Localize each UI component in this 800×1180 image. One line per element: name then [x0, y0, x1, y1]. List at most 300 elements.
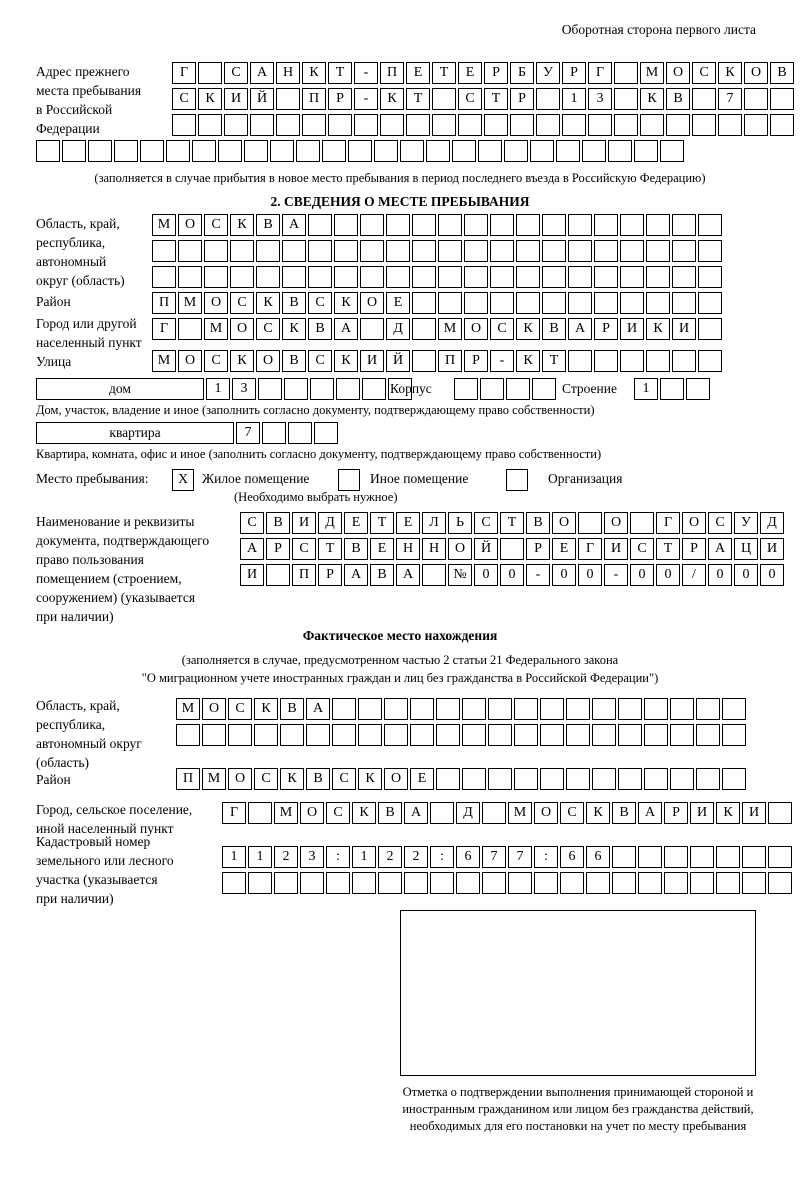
district-cell[interactable] [490, 292, 514, 314]
document-cell[interactable]: 0 [630, 564, 654, 586]
prev-address-cell[interactable]: Р [328, 88, 352, 110]
prev-address-cell[interactable] [36, 140, 60, 162]
stamp-box[interactable] [400, 910, 756, 1076]
district-cell[interactable] [542, 292, 566, 314]
city-cell[interactable]: О [464, 318, 488, 340]
prev-address-cell[interactable] [328, 114, 352, 136]
city-cell[interactable] [412, 318, 436, 340]
city-cell[interactable]: С [490, 318, 514, 340]
actual-city-cell[interactable]: М [508, 802, 532, 824]
stay-type-checkbox-organization[interactable] [506, 469, 528, 491]
street-cell[interactable]: О [178, 350, 202, 372]
cadastral-cell[interactable] [742, 846, 766, 868]
actual-region-cell[interactable] [644, 698, 668, 720]
prev-address-cell[interactable]: Е [458, 62, 482, 84]
district-cell[interactable] [568, 292, 592, 314]
region-cell[interactable] [646, 214, 670, 236]
cadastral-cell[interactable] [482, 872, 506, 894]
region-cell[interactable] [412, 214, 436, 236]
cadastral-cell[interactable]: : [430, 846, 454, 868]
region-cell[interactable] [152, 240, 176, 262]
region-cell[interactable] [308, 266, 332, 288]
document-cell[interactable]: У [734, 512, 758, 534]
cadastral-cell[interactable] [248, 872, 272, 894]
region-cell[interactable] [282, 266, 306, 288]
document-cell[interactable]: 0 [578, 564, 602, 586]
prev-address-cell[interactable] [302, 114, 326, 136]
flat-cell[interactable] [288, 422, 312, 444]
actual-region-row-2[interactable] [176, 724, 748, 746]
document-cell[interactable] [578, 512, 602, 534]
region-cell[interactable] [412, 266, 436, 288]
actual-region-cell[interactable] [176, 724, 200, 746]
house-cell[interactable] [284, 378, 308, 400]
actual-city-cell[interactable]: С [560, 802, 584, 824]
street-cell[interactable] [594, 350, 618, 372]
actual-district-cell[interactable] [566, 768, 590, 790]
region-cell[interactable] [178, 266, 202, 288]
street-cell[interactable]: С [308, 350, 332, 372]
city-cell[interactable] [178, 318, 202, 340]
cadastral-cell[interactable] [716, 846, 740, 868]
prev-address-cell[interactable] [452, 140, 476, 162]
prev-address-cell[interactable] [478, 140, 502, 162]
prev-address-cell[interactable]: У [536, 62, 560, 84]
prev-address-cell[interactable]: К [198, 88, 222, 110]
stroenie-cell[interactable] [686, 378, 710, 400]
actual-district-cell[interactable]: О [384, 768, 408, 790]
document-cell[interactable]: / [682, 564, 706, 586]
actual-city-cell[interactable]: А [638, 802, 662, 824]
actual-district-cell[interactable]: О [228, 768, 252, 790]
district-cell[interactable] [698, 292, 722, 314]
region-cell[interactable] [204, 240, 228, 262]
document-cell[interactable]: Т [370, 512, 394, 534]
prev-address-cell[interactable] [744, 88, 768, 110]
district-cell[interactable]: П [152, 292, 176, 314]
actual-region-cell[interactable]: С [228, 698, 252, 720]
region-cell[interactable] [230, 240, 254, 262]
region-cell[interactable] [152, 266, 176, 288]
prev-address-cell[interactable] [770, 88, 794, 110]
document-cell[interactable]: Д [760, 512, 784, 534]
actual-region-cell[interactable] [384, 698, 408, 720]
prev-address-cell[interactable] [692, 88, 716, 110]
street-cell[interactable]: К [516, 350, 540, 372]
region-cell[interactable] [646, 240, 670, 262]
district-cell[interactable]: К [334, 292, 358, 314]
actual-region-cell[interactable] [462, 698, 486, 720]
region-cell[interactable] [594, 266, 618, 288]
actual-city-cell[interactable]: В [378, 802, 402, 824]
actual-district-cell[interactable]: К [358, 768, 382, 790]
document-cell[interactable]: Н [396, 538, 420, 560]
street-cell[interactable]: П [438, 350, 462, 372]
cadastral-cell[interactable] [534, 872, 558, 894]
cadastral-cell[interactable] [664, 872, 688, 894]
region-cell[interactable] [256, 266, 280, 288]
document-cell[interactable]: О [682, 512, 706, 534]
prev-address-cell[interactable] [692, 114, 716, 136]
region-cell[interactable] [594, 240, 618, 262]
city-cell[interactable]: Р [594, 318, 618, 340]
stroenie-cell[interactable] [660, 378, 684, 400]
cadastral-cell[interactable] [638, 872, 662, 894]
cadastral-row-1[interactable] [222, 846, 794, 868]
actual-region-row-1[interactable] [176, 698, 748, 720]
actual-district-cell[interactable] [514, 768, 538, 790]
cadastral-cell[interactable]: 2 [274, 846, 298, 868]
prev-address-cell[interactable]: С [172, 88, 196, 110]
prev-address-cell[interactable] [426, 140, 450, 162]
actual-region-cell[interactable] [306, 724, 330, 746]
street-cell[interactable]: Т [542, 350, 566, 372]
document-cell[interactable]: Д [318, 512, 342, 534]
document-cell[interactable]: А [708, 538, 732, 560]
prev-address-cell[interactable]: К [640, 88, 664, 110]
actual-city-cell[interactable]: И [690, 802, 714, 824]
actual-region-cell[interactable] [592, 698, 616, 720]
street-cell[interactable]: Й [386, 350, 410, 372]
district-cell[interactable]: М [178, 292, 202, 314]
prev-address-cell[interactable]: П [380, 62, 404, 84]
region-cell[interactable] [698, 214, 722, 236]
document-cell[interactable]: С [240, 512, 264, 534]
document-cell[interactable] [500, 538, 524, 560]
region-cell[interactable] [334, 214, 358, 236]
actual-district-cell[interactable]: К [280, 768, 304, 790]
actual-district-cell[interactable]: С [332, 768, 356, 790]
city-row[interactable] [152, 318, 724, 340]
actual-region-cell[interactable]: А [306, 698, 330, 720]
document-cell[interactable]: П [292, 564, 316, 586]
cadastral-cell[interactable] [404, 872, 428, 894]
prev-address-cell[interactable] [510, 114, 534, 136]
region-cell[interactable] [256, 240, 280, 262]
actual-region-cell[interactable] [592, 724, 616, 746]
prev-address-cell[interactable] [270, 140, 294, 162]
actual-region-cell[interactable] [254, 724, 278, 746]
actual-region-cell[interactable] [618, 724, 642, 746]
region-cell[interactable] [542, 266, 566, 288]
cadastral-cell[interactable] [690, 846, 714, 868]
region-cell[interactable] [334, 266, 358, 288]
prev-address-cell[interactable] [458, 114, 482, 136]
document-cell[interactable]: А [240, 538, 264, 560]
prev-address-cell[interactable] [172, 114, 196, 136]
document-cell[interactable] [422, 564, 446, 586]
prev-address-cell[interactable] [192, 140, 216, 162]
city-cell[interactable]: К [516, 318, 540, 340]
cadastral-cell[interactable] [378, 872, 402, 894]
prev-address-cell[interactable] [244, 140, 268, 162]
prev-address-cell[interactable]: Й [250, 88, 274, 110]
prev-address-cell[interactable] [634, 140, 658, 162]
prev-address-cell[interactable] [744, 114, 768, 136]
prev-address-cell[interactable] [504, 140, 528, 162]
actual-region-cell[interactable]: В [280, 698, 304, 720]
flat-cell[interactable] [262, 422, 286, 444]
prev-address-row-3[interactable] [172, 114, 796, 136]
district-cell[interactable] [412, 292, 436, 314]
document-cell[interactable]: - [526, 564, 550, 586]
cadastral-cell[interactable] [742, 872, 766, 894]
actual-district-cell[interactable]: В [306, 768, 330, 790]
prev-address-cell[interactable]: 1 [562, 88, 586, 110]
region-cell[interactable] [360, 240, 384, 262]
prev-address-cell[interactable] [114, 140, 138, 162]
actual-region-cell[interactable] [488, 724, 512, 746]
prev-address-cell[interactable]: М [640, 62, 664, 84]
document-cell[interactable]: № [448, 564, 472, 586]
prev-address-cell[interactable] [400, 140, 424, 162]
city-cell[interactable]: В [308, 318, 332, 340]
korpus-value[interactable] [454, 378, 558, 400]
prev-address-cell[interactable]: К [380, 88, 404, 110]
cadastral-cell[interactable] [664, 846, 688, 868]
prev-address-cell[interactable]: Г [172, 62, 196, 84]
cadastral-cell[interactable] [352, 872, 376, 894]
prev-address-cell[interactable]: Г [588, 62, 612, 84]
prev-address-cell[interactable] [484, 114, 508, 136]
cadastral-cell[interactable] [716, 872, 740, 894]
actual-region-cell[interactable] [514, 724, 538, 746]
prev-address-cell[interactable] [218, 140, 242, 162]
district-cell[interactable] [620, 292, 644, 314]
cadastral-cell[interactable]: : [534, 846, 558, 868]
document-cell[interactable] [266, 564, 290, 586]
actual-district-cell[interactable] [592, 768, 616, 790]
cadastral-cell[interactable]: 2 [378, 846, 402, 868]
house-cell[interactable] [310, 378, 334, 400]
region-cell[interactable]: О [178, 214, 202, 236]
actual-region-cell[interactable] [436, 698, 460, 720]
prev-address-cell[interactable] [88, 140, 112, 162]
actual-district-cell[interactable]: П [176, 768, 200, 790]
street-cell[interactable]: К [230, 350, 254, 372]
actual-region-cell[interactable] [514, 698, 538, 720]
prev-address-cell[interactable] [582, 140, 606, 162]
document-cell[interactable]: Й [474, 538, 498, 560]
actual-district-cell[interactable] [488, 768, 512, 790]
city-cell[interactable]: И [620, 318, 644, 340]
district-cell[interactable]: О [360, 292, 384, 314]
actual-region-cell[interactable] [384, 724, 408, 746]
prev-address-cell[interactable]: Т [484, 88, 508, 110]
flat-cell[interactable] [314, 422, 338, 444]
prev-address-cell[interactable]: Е [406, 62, 430, 84]
actual-city-cell[interactable]: К [716, 802, 740, 824]
prev-address-cell[interactable] [536, 88, 560, 110]
document-cell[interactable]: 0 [708, 564, 732, 586]
district-cell[interactable]: С [308, 292, 332, 314]
cadastral-cell[interactable] [768, 846, 792, 868]
prev-address-cell[interactable]: Р [510, 88, 534, 110]
region-cell[interactable] [672, 266, 696, 288]
document-cell[interactable]: В [344, 538, 368, 560]
actual-region-cell[interactable] [566, 698, 590, 720]
document-cell[interactable]: Р [266, 538, 290, 560]
document-cell[interactable]: Л [422, 512, 446, 534]
cadastral-cell[interactable] [638, 846, 662, 868]
region-cell[interactable] [464, 240, 488, 262]
actual-city-cell[interactable]: Д [456, 802, 480, 824]
korpus-cell[interactable] [506, 378, 530, 400]
district-cell[interactable] [672, 292, 696, 314]
prev-address-cell[interactable]: А [250, 62, 274, 84]
prev-address-cell[interactable] [224, 114, 248, 136]
street-cell[interactable]: М [152, 350, 176, 372]
document-cell[interactable]: В [526, 512, 550, 534]
prev-address-cell[interactable] [588, 114, 612, 136]
document-cell[interactable]: Е [370, 538, 394, 560]
region-cell[interactable] [282, 240, 306, 262]
cadastral-cell[interactable] [612, 846, 636, 868]
document-cell[interactable]: С [474, 512, 498, 534]
document-cell[interactable]: О [448, 538, 472, 560]
prev-address-cell[interactable]: С [224, 62, 248, 84]
region-cell[interactable] [698, 240, 722, 262]
stroenie-value[interactable] [634, 378, 712, 400]
region-cell[interactable] [464, 266, 488, 288]
city-cell[interactable] [360, 318, 384, 340]
prev-address-cell[interactable] [640, 114, 664, 136]
prev-address-cell[interactable]: В [770, 62, 794, 84]
cadastral-cell[interactable] [508, 872, 532, 894]
region-cell[interactable] [620, 214, 644, 236]
prev-address-cell[interactable] [718, 114, 742, 136]
city-cell[interactable]: Д [386, 318, 410, 340]
actual-region-cell[interactable] [670, 724, 694, 746]
cadastral-cell[interactable]: 1 [248, 846, 272, 868]
cadastral-cell[interactable]: 1 [222, 846, 246, 868]
prev-address-cell[interactable] [166, 140, 190, 162]
cadastral-cell[interactable] [690, 872, 714, 894]
region-cell[interactable] [620, 240, 644, 262]
actual-region-cell[interactable]: М [176, 698, 200, 720]
region-cell[interactable] [542, 214, 566, 236]
prev-address-cell[interactable]: О [666, 62, 690, 84]
cadastral-cell[interactable] [222, 872, 246, 894]
actual-region-cell[interactable] [696, 724, 720, 746]
actual-district-cell[interactable]: М [202, 768, 226, 790]
prev-address-cell[interactable] [250, 114, 274, 136]
cadastral-cell[interactable]: 7 [482, 846, 506, 868]
prev-address-cell[interactable]: Т [432, 62, 456, 84]
district-cell[interactable]: Е [386, 292, 410, 314]
prev-address-cell[interactable]: Р [484, 62, 508, 84]
document-cell[interactable]: 0 [760, 564, 784, 586]
prev-address-cell[interactable] [198, 114, 222, 136]
district-cell[interactable] [438, 292, 462, 314]
actual-city-cell[interactable]: К [352, 802, 376, 824]
city-cell[interactable] [698, 318, 722, 340]
region-cell[interactable] [438, 266, 462, 288]
city-cell[interactable]: М [204, 318, 228, 340]
street-cell[interactable]: И [360, 350, 384, 372]
document-cell[interactable]: Г [578, 538, 602, 560]
prev-address-cell[interactable] [770, 114, 794, 136]
house-cell[interactable] [258, 378, 282, 400]
cadastral-cell[interactable] [612, 872, 636, 894]
document-row-3[interactable] [240, 564, 786, 586]
cadastral-cell[interactable] [586, 872, 610, 894]
document-cell[interactable]: А [396, 564, 420, 586]
actual-district-cell[interactable]: С [254, 768, 278, 790]
cadastral-cell[interactable]: 6 [586, 846, 610, 868]
cadastral-cell[interactable]: 3 [300, 846, 324, 868]
region-cell[interactable] [490, 240, 514, 262]
region-cell[interactable] [594, 214, 618, 236]
prev-address-cell[interactable]: - [354, 62, 378, 84]
actual-district-row[interactable] [176, 768, 748, 790]
actual-district-cell[interactable] [436, 768, 460, 790]
region-cell[interactable] [672, 214, 696, 236]
actual-city-cell[interactable]: Г [222, 802, 246, 824]
prev-address-cell[interactable] [296, 140, 320, 162]
cadastral-row-2[interactable] [222, 872, 794, 894]
street-cell[interactable]: - [490, 350, 514, 372]
region-cell[interactable] [646, 266, 670, 288]
city-cell[interactable]: М [438, 318, 462, 340]
cadastral-cell[interactable]: 2 [404, 846, 428, 868]
actual-city-cell[interactable]: О [534, 802, 558, 824]
document-cell[interactable]: О [552, 512, 576, 534]
street-cell[interactable]: В [282, 350, 306, 372]
actual-district-cell[interactable] [540, 768, 564, 790]
actual-region-cell[interactable] [670, 698, 694, 720]
document-cell[interactable]: 0 [474, 564, 498, 586]
region-cell[interactable] [672, 240, 696, 262]
prev-address-cell[interactable] [536, 114, 560, 136]
korpus-cell[interactable] [454, 378, 478, 400]
document-cell[interactable]: - [604, 564, 628, 586]
prev-address-cell[interactable] [140, 140, 164, 162]
document-row-1[interactable] [240, 512, 786, 534]
actual-region-cell[interactable] [410, 698, 434, 720]
prev-address-cell[interactable] [562, 114, 586, 136]
actual-district-cell[interactable] [462, 768, 486, 790]
prev-address-cell[interactable] [374, 140, 398, 162]
cadastral-cell[interactable] [560, 872, 584, 894]
district-cell[interactable] [464, 292, 488, 314]
cadastral-cell[interactable]: 1 [352, 846, 376, 868]
actual-region-cell[interactable] [722, 724, 746, 746]
region-cell[interactable] [464, 214, 488, 236]
city-cell[interactable]: К [282, 318, 306, 340]
actual-region-cell[interactable] [722, 698, 746, 720]
actual-city-cell[interactable]: В [612, 802, 636, 824]
city-cell[interactable]: Г [152, 318, 176, 340]
prev-address-cell[interactable]: 3 [588, 88, 612, 110]
prev-address-cell[interactable] [530, 140, 554, 162]
street-cell[interactable] [620, 350, 644, 372]
district-cell[interactable]: К [256, 292, 280, 314]
prev-address-cell[interactable]: П [302, 88, 326, 110]
document-cell[interactable]: Р [526, 538, 550, 560]
region-cell[interactable] [568, 266, 592, 288]
prev-address-cell[interactable] [62, 140, 86, 162]
district-row[interactable] [152, 292, 724, 314]
prev-address-cell[interactable]: - [354, 88, 378, 110]
prev-address-cell[interactable]: К [302, 62, 326, 84]
actual-region-cell[interactable] [540, 698, 564, 720]
prev-address-cell[interactable]: И [224, 88, 248, 110]
prev-address-cell[interactable]: О [744, 62, 768, 84]
actual-region-cell[interactable] [436, 724, 460, 746]
cadastral-cell[interactable]: 7 [508, 846, 532, 868]
district-cell[interactable] [646, 292, 670, 314]
